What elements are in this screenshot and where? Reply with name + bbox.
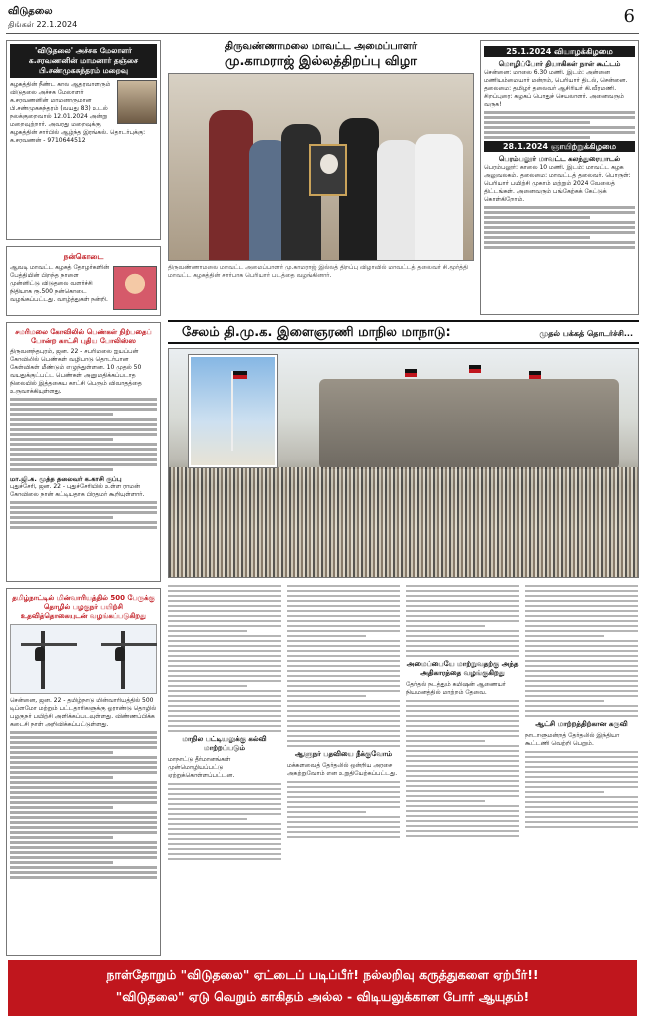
- events-box: [480, 40, 639, 315]
- article-col2-heading: ஆளுநர் பதவியை நீக்குவோம்: [294, 750, 393, 758]
- event2-date: 28.1.2024 ஞாயிற்றுக்கிழமை: [484, 141, 635, 152]
- periyar-portrait: [309, 144, 347, 196]
- flag-icon: [469, 365, 481, 373]
- stage-backdrop: [319, 379, 619, 469]
- donation-heading: நன்கொடை: [63, 252, 104, 261]
- story-sabarimala-body: திருவனந்தபுரம், ஜன. 22 - சபரிமலை ஐயப்பன் கோவிலில் பெண்கள் வழிபாடு தொடர்பான கேள்விகள் மீண்டும் எழுந்துள்ளன. 10 முதல் 50 வயதுக்குட்பட்ட பெண்கள் அனுமதிக்கப்படாத நிலையில் இத்தகைய காட்சி பெரும் விவாதத்தை உருவாக்கியுள்ளது.: [10, 348, 142, 395]
- story-kasi-title: மா.ஜி.க. மூத்த தலைவர் க.காசி குப்பு: [10, 475, 122, 483]
- article-col4-body: நாடாளுமன்றத் தேர்தலில் இந்தியா கூட்டணி வெற்றி பெறும்.: [525, 732, 620, 747]
- second-story-headline: சேலம் தி.மு.க. இளைஞரணி மாநில மாநாடு:: [182, 325, 451, 340]
- event2-body: பெரம்பலூர்: காலை 10 மணி. இடம்: மாவட்ட கழக அலுவலகம். தலைமை: மாவட்டத் தலைவர். பொருள்: பெரியார் பயிற்சி முகாம் மற்றும் 2024 வேலைத் திட்டங்கள். அனைவரும் பங்கேற்கக் கேட்டுக் கொள்கிறோம்.: [484, 164, 631, 203]
- story-kasi-text-lines: [10, 501, 157, 529]
- page-number: 6: [623, 6, 635, 27]
- child-photo: [113, 266, 157, 310]
- left-column: [6, 40, 161, 960]
- second-story-banner: [168, 320, 639, 344]
- electricity-photo: [10, 624, 157, 694]
- masthead: [6, 4, 639, 34]
- event1-title: மொழிப்போர் தியாகிகள் நாள் கூட்டம்: [498, 60, 621, 68]
- event2-title: பெரம்பலூர் மாவட்ட கலந்துரையாடல்: [498, 155, 621, 163]
- story-electricity: [6, 588, 161, 956]
- paper-name: விடுதலை: [8, 6, 53, 17]
- obituary-box: [6, 40, 161, 240]
- donation-body: ஆவடி மாவட்ட கழகத் தோழர்களின் பேத்தியின் பிறந்த நாளை முன்னிட்டு விடுதலை வளர்ச்சி நிதியாக ரூ.500 நன்கொடை வழங்கப்பட்டது. வாழ்த்துகள் நன்றி.: [10, 264, 110, 303]
- story-electricity-text-lines: [10, 731, 157, 879]
- article-col3-body: தேர்தல் நடத்தும் கமிஷன் ஆணையர் நியமனத்தில் மாற்றம் தேவை.: [406, 681, 506, 696]
- story-sabarimala-text-lines: [10, 398, 157, 471]
- story-electricity-body: சென்னை, ஜன. 22 - தமிழ்நாடு மின்வாரியத்தில் 500 டிப்ளமோ மற்றும் பட்டதாரிகளுக்கு ஓராண்டு தொழில் பழகுநர் பயிற்சி அளிக்கப்படவுள்ளது. விண்ணப்பிக்க கடைசி நாள் அறிவிக்கப்பட்டுள்ளது.: [10, 697, 157, 728]
- article-col3-heading: அமைப்பையே மாற்றுவதற்கு அந்த அதிகாரத்தை வழங்குகிறது: [406, 660, 519, 677]
- continued-label: முதல் பக்கத் தொடர்ச்சி...: [539, 329, 633, 338]
- banner-line-2: "விடுதலை" ஏடு வெறும் காகிதம் அல்ல - விடியலுக்கான போர் ஆயுதம்!: [115, 989, 530, 1004]
- issue-date: திங்கள் 22.1.2024: [8, 20, 78, 29]
- article-col2-body: மக்களவைத் தேர்தலில் ஒன்றிய அரசை அகற்றுவோம் என உறுதியேற்கப்பட்டது.: [287, 762, 398, 777]
- bottom-banner: [8, 960, 637, 1016]
- flag-icon: [529, 371, 541, 379]
- article-column-4: [525, 582, 638, 952]
- banner-line-1: நாள்தோறும் "விடுதலை" ஏட்டைப் படிப்பீர்! நல்லறிவு கருத்துகளை ஏற்பீர்!!: [106, 967, 539, 982]
- article-col4-heading: ஆட்சி மாற்றத்திற்கான கருவி: [535, 720, 628, 728]
- flag-hoisting-inset: [189, 355, 277, 467]
- obituary-body: கழகத்தின் நீண்ட கால ஆதரவாளரும் விடுதலை அச்சக மேலாளர் க.சரவணனின் மாமனாருமான பி.சண்முகசுந்தரம் (வயது 83) உடல் நலக்குறைவால் 12.01.2024 அன்று மறைவுற்றார். அவரது மறைவுக்கு கழகத்தின் சார்பில் ஆழ்ந்த இரங்கல். தொடர்புக்கு: க.சரவணன் - 9710644512: [10, 81, 146, 144]
- flag-icon: [405, 369, 417, 377]
- event1-body: சென்னை: மாலை 6.30 மணி. இடம்: அன்னை மணியம்மையார் மன்றம், பெரியார் திடல், சென்னை. தலைமை: தமிழர் தலைவர் ஆசிரியர் கி.வீரமணி. சிறப்புரை: கழகப் பொதுச் செயலாளர். அனைவரும் வருக!: [484, 69, 628, 108]
- article-column-1: [168, 582, 281, 952]
- conference-photo: [168, 348, 639, 578]
- story-sabarimala: [6, 322, 161, 582]
- obituary-photo: [117, 80, 157, 124]
- story-sabarimala-title: சமரிமலை கோவிலில் பெண்கள் நிற்பதைப் போன்ற காட்சி புதிய போலிஸ்ஸ: [15, 328, 152, 345]
- article-col1-body: மாநாட்டு தீர்மானங்கள் முன்மொழியப்பட்டு ஏற்றுக்கொள்ளப்பட்டன.: [168, 756, 235, 779]
- donation-box: [6, 246, 161, 316]
- article-col1-heading: மாநில பட்டியலுக்கு கல்வி மாற்றப்படும்: [182, 735, 267, 752]
- top-story: [168, 40, 474, 315]
- obituary-heading: 'விடுதலை' அச்சக மேலாளர் க.சரவணனின் மாமனார் தஞ்சை பி.சண்முகசுந்தரம் மறைவு: [10, 44, 157, 78]
- event1-date: 25.1.2024 வியாழக்கிழமை: [484, 46, 635, 57]
- article-column-3: [406, 582, 519, 952]
- event2-text-lines: [484, 206, 635, 249]
- conference-articles: [168, 582, 639, 952]
- event1-text-lines: [484, 111, 635, 139]
- top-story-photo: [168, 73, 474, 261]
- top-story-kicker: திருவண்ணாமலை மாவட்ட அமைப்பாளர்: [224, 41, 418, 52]
- top-story-headline: மு.காமராஜ் இல்லத்திறப்பு விழா: [225, 54, 417, 69]
- story-electricity-title: தமிழ்நாட்டில் மின்வாரியத்தில் 500 பேருக்கு தொழில் பழகுநர் பயிற்சி உதவித்தொகையுடன் வழங்கப்படுகிறது: [12, 594, 155, 620]
- crowd: [169, 467, 638, 577]
- article-column-2: [287, 582, 400, 952]
- story-kasi-body: புதுச்சேரி, ஜன. 22 - புதுச்சேரியில் உள்ள ராமன் கோவிலை நான் கட்டியதாக பிரதமர் கூறியுள்ளார்.: [10, 483, 145, 498]
- top-story-caption: திருவண்ணாமலை மாவட்ட அமைப்பாளர் மு.காமராஜ் இல்லத் திறப்பு விழாவில் மாவட்டத் தலைவர் சி.மூர்த்தி மாவட்ட கழகத்தின் சார்பாக பெரியார் படத்தை வழங்கினார்.: [168, 264, 468, 279]
